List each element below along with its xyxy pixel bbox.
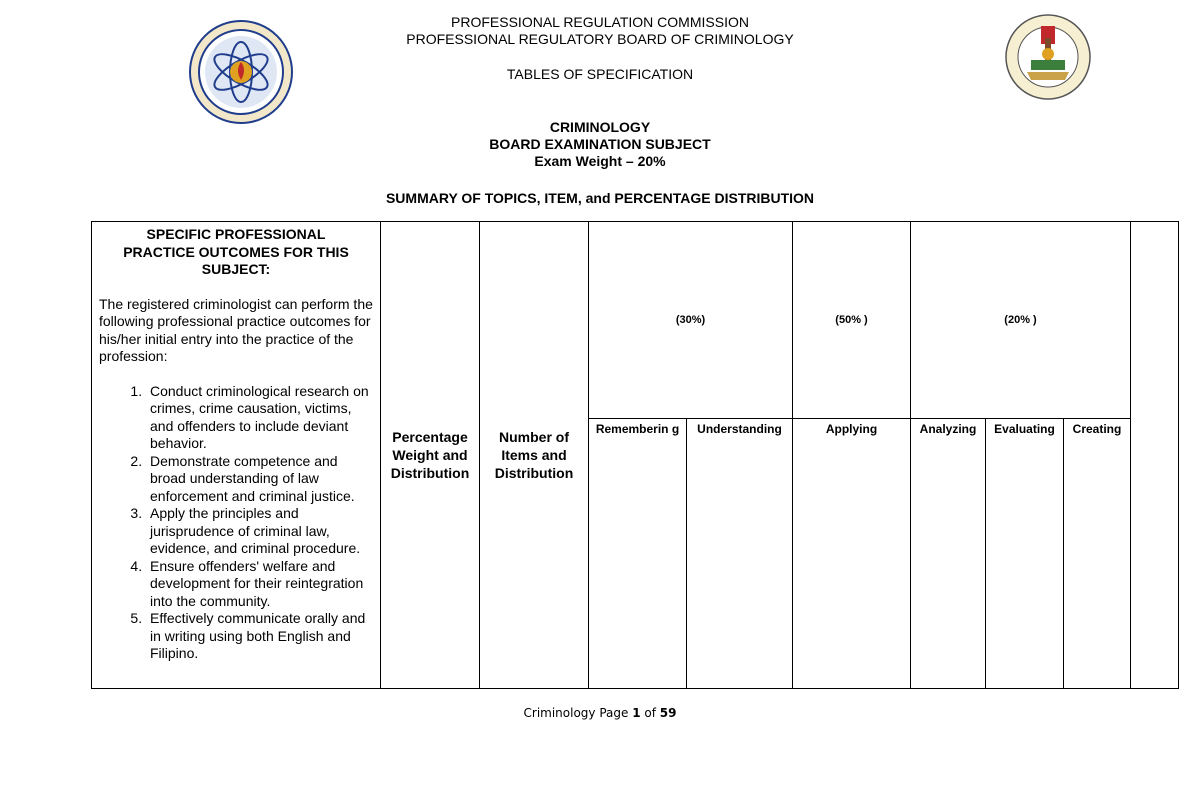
page-footer [0,706,1200,720]
commission-title: PROFESSIONAL REGULATION COMMISSION [451,14,749,30]
remembering-understanding-pct: (30%) [589,222,793,419]
outcome-item: 5. Effectively communicate orally and in writing using both English and Filipino. [146,610,373,663]
summary-title: SUMMARY OF TOPICS, ITEM, and PERCENTAGE DISTRIBUTION [385,190,815,206]
percentage-weight-header: Percentage Weight and Distribution [381,222,480,689]
level-understanding: Understanding [687,419,793,689]
level-applying: Applying [793,419,911,689]
outcome-item: 1. Conduct criminological research on crimes, crime causation, victims, and offenders to include deviant behavior. [146,383,373,453]
specification-table [91,221,1179,689]
exam-weight: Exam Weight – 20% [534,153,666,169]
footer-page-number: 1 [632,706,641,720]
outcomes-intro: The registered criminologist can perform the following professional practice outcomes for his/her initial entry into the practice of the profession: [99,295,373,364]
outcomes-cell [92,222,381,689]
applying-pct: (50% ) [793,222,911,419]
subject-name: CRIMINOLOGY [549,119,651,135]
level-creating: Creating [1064,419,1131,689]
subject-type: BOARD EXAMINATION SUBJECT [489,136,711,152]
outcome-item: 4. Ensure offenders' welfare and development for their reintegration into the community. [146,558,373,611]
level-remembering: Rememberin g [589,419,687,689]
analyzing-evaluating-creating-pct: (20% ) [911,222,1131,419]
outcomes-title: SPECIFIC PROFESSIONAL PRACTICE OUTCOMES FOR THIS SUBJECT: [123,226,349,277]
outcome-item: 2. Demonstrate competence and broad understanding of law enforcement and criminal justice. [146,453,373,506]
footer-of: of [640,706,660,720]
level-analyzing: Analyzing [911,419,986,689]
footer-prefix: Criminology Page [523,706,633,720]
footer-total-pages: 59 [659,706,677,720]
number-of-items-header: Number of Items and Distribution [480,222,589,689]
blank-column [1131,222,1179,689]
document-title: TABLES OF SPECIFICATION [506,66,694,82]
outcome-item: 3. Apply the principles and jurisprudence of criminal law, evidence, and criminal procedure. [146,505,373,558]
board-title: PROFESSIONAL REGULATORY BOARD OF CRIMINOLOGY [406,31,794,47]
level-evaluating: Evaluating [986,419,1064,689]
outcomes-list [99,383,373,663]
